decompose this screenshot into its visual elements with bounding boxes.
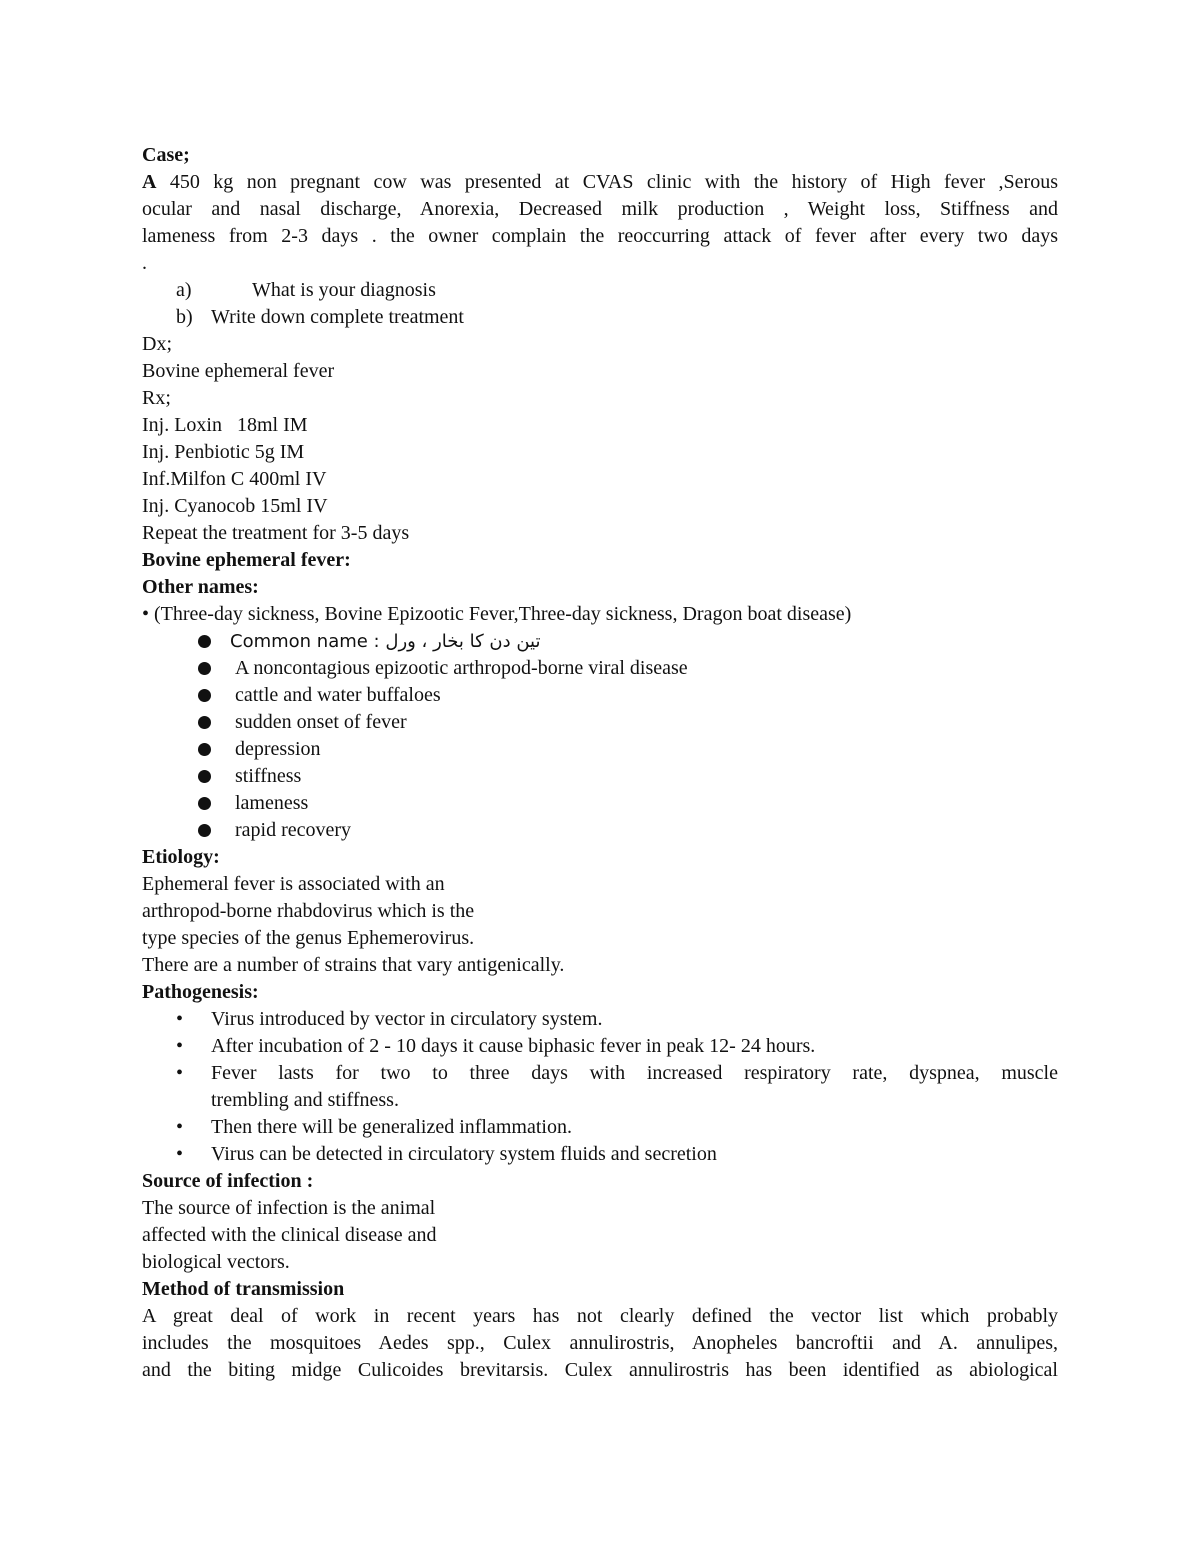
- rx-item-1: Inj. Loxin 18ml IM: [142, 414, 308, 436]
- source-line: biological vectors.: [142, 1251, 290, 1273]
- common-name-urdu: تین دن کا بخار ، ورل: [385, 631, 541, 652]
- case-line-4: .: [142, 252, 147, 274]
- bef-bullet-text: rapid recovery: [235, 819, 352, 841]
- pathogenesis-item: [142, 1060, 1058, 1114]
- rx-item-4: Inj. Cyanocob 15ml IV: [142, 495, 328, 517]
- pathogenesis-heading: Pathogenesis:: [142, 981, 259, 1003]
- dx-value: Bovine ephemeral fever: [142, 360, 335, 382]
- pathogenesis-item: [142, 1033, 1058, 1060]
- bef-heading: Bovine ephemeral fever:: [142, 549, 351, 571]
- bef-bullet-text: cattle and water buffaloes: [235, 684, 441, 706]
- etiology-heading: Etiology:: [142, 846, 220, 868]
- bullet-dot-icon: [198, 743, 211, 756]
- transmission-line: and the biting midge Culicoides brevitarsis. Culex annulirostris has been identified as abiological: [142, 1359, 1058, 1381]
- common-name-item: [142, 628, 1058, 655]
- rx-item-2: Inj. Penbiotic 5g IM: [142, 441, 305, 463]
- pathogenesis-text: Virus introduced by vector in circulatory system.: [211, 1008, 603, 1030]
- pathogenesis-item: [142, 1006, 1058, 1033]
- source-line: affected with the clinical disease and: [142, 1224, 437, 1246]
- etiology-line: Ephemeral fever is associated with an: [142, 873, 445, 895]
- bullet-icon: •: [176, 1116, 184, 1138]
- etiology-line: arthropod-borne rhabdovirus which is the: [142, 900, 475, 922]
- etiology-line: There are a number of strains that vary antigenically.: [142, 954, 565, 976]
- question-b: [142, 304, 1058, 331]
- case-heading: Case;: [142, 144, 190, 166]
- bullet-icon: •: [176, 1008, 184, 1030]
- etiology-line: type species of the genus Ephemerovirus.: [142, 927, 475, 949]
- bef-bullet-item: [142, 736, 1058, 763]
- question-a-marker: a): [176, 279, 192, 301]
- case-line-1-text: 450 kg non pregnant cow was presented at CVAS clinic with the history of High fever ,Serous: [169, 171, 1058, 193]
- rx-item-3: Inf.Milfon C 400ml IV: [142, 468, 327, 490]
- case-line-2: ocular and nasal discharge, Anorexia, Decreased milk production , Weight loss, Stiffness and: [142, 198, 1058, 220]
- rx-heading: Rx;: [142, 387, 171, 409]
- question-b-marker: b): [176, 306, 193, 328]
- common-name-text: [230, 628, 540, 655]
- pathogenesis-text: Virus can be detected in circulatory system fluids and secretion: [211, 1143, 717, 1165]
- bef-bullet-text: lameness: [235, 792, 309, 814]
- bullet-icon: •: [176, 1143, 184, 1165]
- bullet-dot-icon: [198, 824, 211, 837]
- case-line-1: [142, 169, 1058, 196]
- transmission-line: includes the mosquitoes Aedes spp., Culex annulirostris, Anopheles bancroftii and A. annulipes,: [142, 1332, 1058, 1354]
- pathogenesis-item: [142, 1141, 1058, 1168]
- question-a-text: What is your diagnosis: [252, 279, 436, 301]
- document-page: [142, 142, 1058, 1384]
- bullet-dot-icon: [198, 770, 211, 783]
- case-line-3: lameness from 2-3 days . the owner complain the reoccurring attack of fever after every two days: [142, 225, 1058, 247]
- bef-bullet-item: [142, 709, 1058, 736]
- rx-item-5: Repeat the treatment for 3-5 days: [142, 522, 410, 544]
- bef-bullet-item: [142, 655, 1058, 682]
- bullet-dot-icon: [198, 635, 211, 648]
- pathogenesis-text: Fever lasts for two to three days with increased respiratory rate, dyspnea, muscle: [211, 1062, 1058, 1084]
- source-line: The source of infection is the animal: [142, 1197, 436, 1219]
- pathogenesis-text: Then there will be generalized inflammation.: [211, 1116, 572, 1138]
- bef-bullet-text: stiffness: [235, 765, 302, 787]
- bef-bullet-item: [142, 817, 1058, 844]
- pathogenesis-text: After incubation of 2 - 10 days it cause biphasic fever in peak 12- 24 hours.: [211, 1035, 816, 1057]
- other-names-text: • (Three-day sickness, Bovine Epizootic Fever,Three-day sickness, Dragon boat disease): [142, 603, 852, 625]
- case-first-letter: A: [142, 171, 157, 193]
- dx-heading: Dx;: [142, 333, 172, 355]
- other-names-heading: Other names:: [142, 576, 259, 598]
- pathogenesis-item: [142, 1114, 1058, 1141]
- transmission-line: A great deal of work in recent years has not clearly defined the vector list which probably: [142, 1305, 1058, 1327]
- common-name-label: Common name :: [230, 631, 386, 652]
- bef-bullet-text: A noncontagious epizootic arthropod-borne viral disease: [235, 657, 688, 679]
- pathogenesis-text-continued: trembling and stiffness.: [211, 1089, 399, 1111]
- bullet-dot-icon: [198, 716, 211, 729]
- question-b-text: Write down complete treatment: [211, 306, 464, 328]
- bullet-dot-icon: [198, 797, 211, 810]
- question-a: [142, 277, 1058, 304]
- bef-bullet-item: [142, 682, 1058, 709]
- bullet-icon: •: [176, 1062, 184, 1084]
- bullet-icon: •: [176, 1035, 184, 1057]
- bef-bullet-text: depression: [235, 738, 321, 760]
- bef-bullet-item: [142, 790, 1058, 817]
- bullet-dot-icon: [198, 689, 211, 702]
- bef-bullet-item: [142, 763, 1058, 790]
- bullet-dot-icon: [198, 662, 211, 675]
- source-heading: Source of infection :: [142, 1170, 314, 1192]
- transmission-heading: Method of transmission: [142, 1278, 345, 1300]
- bef-bullet-text: sudden onset of fever: [235, 711, 407, 733]
